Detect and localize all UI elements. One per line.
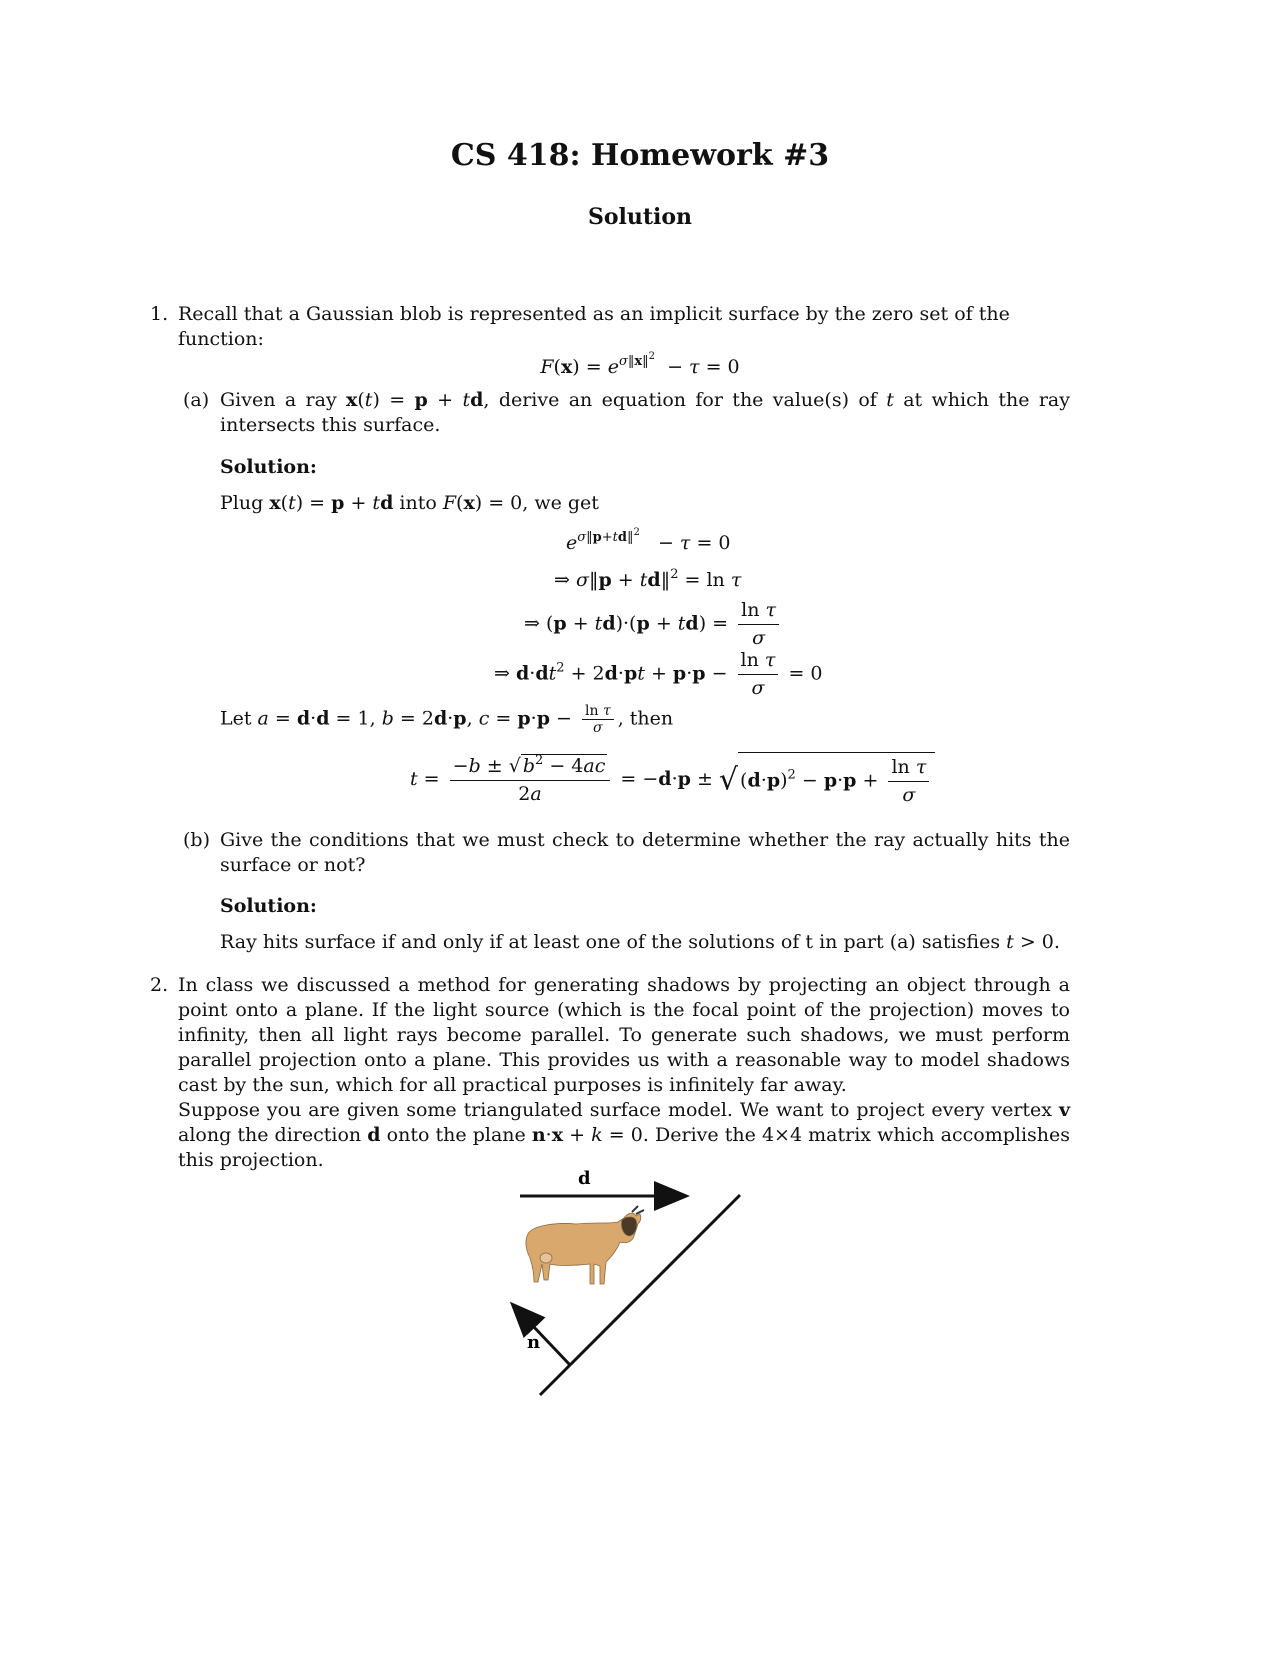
projection-diagram: [510, 1160, 790, 1460]
derivation-line-2: ⇒ σ‖p + td‖$^2$ = ln τ: [554, 567, 742, 591]
derivation-line-1: $e^{\sigma‖p+td‖^2} - \tau = 0$: [566, 527, 731, 554]
derivation-line-4: ⇒ $d\cdot dt^2 + 2d\cdot pt + p\cdot p$ − $\frac{\text{ln τ}}{\sigma}$ = 0: [494, 649, 823, 699]
normal-label: n: [527, 1332, 541, 1353]
derivation-line-3: ⇒ (p + td)·(p + td) = $\frac{\text{ln τ}}{\sigma}$: [524, 598, 783, 651]
q2-paragraph-2: Suppose you are given some triangulated surface model. We want to project every vertex v along the direction d onto the plane n·x + k = 0. Derive the 4×4 matrix which accomplishes this projection.: [178, 1099, 1071, 1171]
direction-label: d: [578, 1168, 591, 1189]
cow-image: [526, 1206, 644, 1284]
q2-paragraph-1: In class we discussed a method for generating shadows by projecting an object through a point onto a plane. If the light source (which is the focal point of the projection) moves to infinity, then all light rays become parallel. To generate such shadows, we must perform parallel projection onto a plane. This provides us with a reasonable way to model shadows cast by the sun, which for all practical purposes is infinitely far away.: [178, 974, 1070, 1096]
q2-number: 2.: [150, 974, 169, 996]
q1-number: 1.: [150, 303, 169, 325]
projection-figure: [510, 1160, 790, 1460]
q1-intro: Recall that a Gaussian blob is represented as an implicit surface by the zero set of the function:: [178, 303, 1010, 350]
page-subtitle: Solution: [587, 204, 693, 230]
let-line: Let a = d·d = 1, b = 2d·p, c = p·p − $\frac{\text{ln τ}}{\sigma}$ , then: [220, 703, 674, 736]
page-title: CS 418: Homework #3: [450, 138, 830, 173]
q1a-label: (a): [183, 389, 210, 411]
q1a-solution-label: Solution:: [220, 456, 317, 478]
q1b-answer: Ray hits surface if and only if at least one of the solutions of t in part (a) satisfies t > 0.: [220, 931, 1060, 953]
normal-arrow: [514, 1306, 570, 1365]
q1a-plug-line: Plug x(t) = p + td into F(x) = 0, we get: [220, 492, 599, 514]
q1a-question: Given a ray x(t) = p + td, derive an equation for the value(s) of t at which the ray intersects this surface.: [220, 389, 1070, 436]
q1b-label: (b): [183, 829, 210, 851]
q1b-solution-label: Solution:: [220, 895, 317, 917]
quadratic-formula: t = $\frac{-b \pm √ b^2 - 4ac}{2a}$ = −d·p ± √ $(d\cdot p)^2 - p\cdot p$ + $\frac{\text{ln τ}}{\sigma}$: [410, 752, 935, 808]
equation-gaussian: $F(x) = e^{\sigma‖x‖^2} - \tau = 0$: [540, 351, 740, 378]
q1b-question: Give the conditions that we must check to determine whether the ray actually hits the surface or not?: [220, 829, 1070, 876]
